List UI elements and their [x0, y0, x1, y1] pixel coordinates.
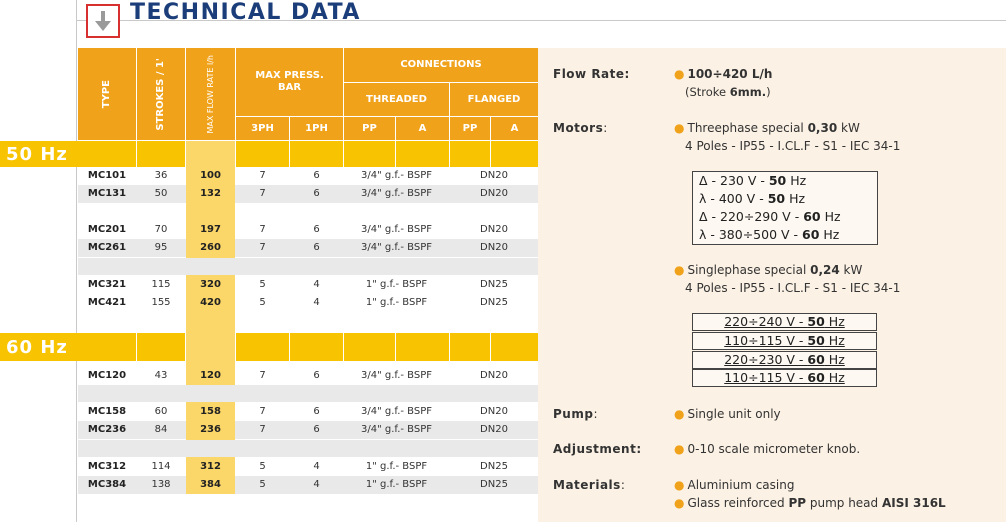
singlephase-voltage-row [692, 351, 877, 369]
pump-value [674, 405, 781, 423]
band-50hz-cell-type [78, 141, 136, 167]
col-header-pp-label: PP [362, 122, 377, 134]
cell-strokes: 114 [151, 461, 171, 472]
col-header-pp [344, 117, 395, 140]
cell-3ph: 7 [259, 424, 266, 435]
flow-rate-label: Flow Rate: [553, 67, 630, 81]
threephase-voltage-row [693, 208, 877, 226]
band-60hz-cell-1ph [290, 333, 343, 361]
table-row [78, 167, 538, 185]
singlephase-voltage-row [692, 369, 877, 387]
cell-1ph: 6 [313, 242, 320, 253]
cell-strokes: 36 [154, 170, 168, 181]
materials-label [553, 478, 625, 492]
col-header-type [78, 48, 136, 140]
col-header-flow [186, 48, 235, 140]
cell-strokes: 84 [154, 424, 168, 435]
voltage-unit: Hz [820, 209, 841, 224]
col-header-a-flanged-label: A [510, 122, 519, 134]
cell-flanged: DN25 [480, 297, 508, 308]
cell-threaded: 3/4" g.f.- BSPF [361, 242, 432, 253]
cell-1ph: 6 [313, 224, 320, 235]
col-header-3ph [236, 117, 289, 140]
bullet-icon: ● [674, 407, 685, 421]
voltage-hz: 60 [807, 352, 825, 367]
motors-threephase [674, 119, 860, 137]
voltage-text: Δ - 230 V - [699, 173, 769, 188]
cell-flow: 236 [186, 421, 235, 439]
cell-flow: 158 [200, 406, 221, 417]
cell-type: MC158 [87, 406, 127, 417]
threephase-unit: kW [837, 121, 860, 135]
bullet-icon: ● [674, 263, 685, 277]
band-50hz: 50 Hz [0, 141, 78, 167]
cell-flow: 312 [200, 461, 221, 472]
cell-type: MC120 [87, 370, 127, 381]
cell-1ph: 6 [313, 424, 320, 435]
table-row [78, 367, 538, 385]
voltage-unit: Hz [786, 173, 807, 188]
threephase-label: Threephase special [687, 121, 808, 135]
cell-threaded: 3/4" g.f.- BSPF [361, 370, 432, 381]
cell-threaded: 1" g.f.- BSPF [365, 479, 428, 490]
cell-flanged: DN20 [480, 224, 508, 235]
materials-casing: Aluminium casing [687, 478, 795, 492]
col-header-pressure [236, 48, 343, 116]
adjustment-label: Adjustment: [553, 442, 642, 456]
voltage-text: 110÷115 V - [724, 333, 808, 348]
col-header-strokes-label: STROKES / 1' [155, 57, 166, 131]
adjustment-value-text: 0-10 scale micrometer knob. [687, 442, 861, 456]
materials-head-mid: pump head [806, 496, 882, 510]
cell-flanged: DN20 [480, 406, 508, 417]
left-border-line [76, 0, 77, 522]
band-60hz-cell-pp2 [450, 333, 490, 361]
table-row [78, 476, 538, 494]
cell-flanged: DN25 [480, 479, 508, 490]
bullet-icon: ● [674, 442, 685, 456]
cell-3ph: 7 [259, 406, 266, 417]
table-row [78, 403, 538, 421]
table-row [78, 239, 538, 257]
cell-threaded: 3/4" g.f.- BSPF [361, 424, 432, 435]
materials-line1 [674, 476, 794, 494]
singlephase-kw: 0,24 [810, 263, 840, 277]
pump-value-text: Single unit only [687, 407, 781, 421]
band-50hz-cell-a2 [491, 141, 538, 167]
cell-threaded: 3/4" g.f.- BSPF [361, 170, 432, 181]
cell-3ph: 7 [259, 370, 266, 381]
cell-flanged: DN20 [480, 370, 508, 381]
cell-1ph: 4 [313, 461, 320, 472]
table-row [78, 221, 538, 239]
cell-type: MC321 [87, 279, 127, 290]
cell-flanged: DN25 [480, 279, 508, 290]
band-50hz-cell-pp2 [450, 141, 490, 167]
col-header-type-label: TYPE [101, 79, 112, 109]
band-60hz-cell-type [78, 333, 136, 361]
download-arrow-icon[interactable] [86, 4, 120, 38]
col-header-strokes [137, 48, 185, 140]
voltage-hz: 50 [807, 314, 825, 329]
cell-1ph: 4 [313, 279, 320, 290]
voltage-hz: 50 [807, 333, 825, 348]
singlephase-label: Singlephase special [687, 263, 811, 277]
voltage-unit: Hz [824, 370, 845, 385]
cell-flanged: DN20 [480, 242, 508, 253]
threephase-voltage-row [693, 172, 877, 190]
materials-head-pre: Glass reinforced [687, 496, 789, 510]
cell-flow: 420 [200, 297, 221, 308]
pump-label-colon: : [593, 407, 598, 421]
bullet-icon: ● [674, 67, 685, 81]
cell-flow: 132 [186, 185, 235, 203]
cell-1ph: 6 [313, 370, 320, 381]
col-header-flanged [450, 83, 538, 116]
cell-3ph: 5 [259, 479, 266, 490]
cell-flow: 100 [200, 170, 221, 181]
table-row-spacer [78, 385, 538, 402]
cell-1ph: 6 [313, 188, 320, 199]
flow-rate-range: 100÷420 L/h [687, 67, 773, 81]
adjustment-value [674, 440, 860, 458]
cell-3ph: 7 [259, 170, 266, 181]
cell-strokes: 138 [151, 479, 171, 490]
table-row [78, 185, 538, 203]
cell-flow: 260 [186, 239, 235, 257]
threephase-details: 4 Poles - IP55 - I.CL.F - S1 - IEC 34-1 [685, 139, 901, 153]
pump-label [553, 407, 598, 421]
motors-label-text: Motors [553, 121, 604, 135]
cell-type: MC236 [87, 424, 127, 435]
band-50hz-cell-a [396, 141, 449, 167]
threephase-voltage-row [693, 226, 877, 244]
bullet-icon: ● [674, 121, 685, 135]
cell-3ph: 7 [259, 188, 266, 199]
table-row [78, 421, 538, 439]
singlephase-details: 4 Poles - IP55 - I.CL.F - S1 - IEC 34-1 [685, 281, 901, 295]
cell-type: MC131 [87, 188, 127, 199]
cell-3ph: 7 [259, 224, 266, 235]
threephase-kw: 0,30 [807, 121, 838, 135]
col-header-1ph [290, 117, 343, 140]
col-header-1ph-label: 1PH [305, 122, 328, 134]
motors-label [553, 121, 608, 135]
voltage-text: λ - 380÷500 V - [699, 227, 803, 242]
flow-rate-note [685, 83, 771, 101]
cell-3ph: 7 [259, 242, 266, 253]
col-header-pressure-label: MAX PRESS. BAR [255, 70, 324, 93]
band-50hz-cell-strokes [137, 141, 185, 167]
pump-label-text: Pump [553, 407, 594, 421]
table-row-spacer [78, 258, 538, 275]
materials-line2 [674, 494, 946, 512]
page-title: TECHNICAL DATA [130, 0, 361, 25]
bullet-icon: ● [674, 478, 685, 492]
threephase-voltage-row [693, 190, 877, 208]
voltage-hz: 60 [803, 209, 821, 224]
voltage-text: λ - 400 V - [699, 191, 768, 206]
col-header-pp-flanged-label: PP [462, 122, 478, 134]
cell-threaded: 3/4" g.f.- BSPF [361, 224, 432, 235]
cell-threaded: 3/4" g.f.- BSPF [361, 188, 432, 199]
table-row [78, 276, 538, 294]
cell-threaded: 1" g.f.- BSPF [365, 461, 428, 472]
voltage-unit: Hz [824, 333, 845, 348]
voltage-hz: 50 [767, 191, 786, 206]
cell-strokes: 60 [154, 406, 168, 417]
col-header-connections-label: CONNECTIONS [400, 59, 482, 70]
voltage-text: 220÷240 V - [724, 314, 808, 329]
voltage-text: Δ - 220÷290 V - [699, 209, 804, 224]
band-60hz-cell-pp [344, 333, 395, 361]
materials-label-colon: : [620, 478, 626, 492]
cell-flow: 320 [200, 279, 221, 290]
band-60hz-cell-3ph [236, 333, 289, 361]
cell-flow: 197 [200, 224, 221, 235]
flow-rate-note-pre: (Stroke [685, 85, 730, 99]
col-header-a-label: A [418, 122, 427, 134]
cell-strokes: 115 [151, 279, 171, 290]
cell-3ph: 5 [259, 461, 266, 472]
singlephase-voltage-row [692, 332, 877, 350]
cell-3ph: 5 [259, 297, 266, 308]
motors-label-colon: : [603, 121, 608, 135]
cell-type: MC421 [87, 297, 127, 308]
col-header-a [396, 117, 449, 140]
cell-type: MC261 [87, 242, 127, 253]
bullet-icon: ● [674, 496, 685, 510]
voltage-text: 220÷230 V - [724, 352, 808, 367]
table-row-spacer [78, 440, 538, 457]
cell-flanged: DN20 [480, 188, 508, 199]
cell-type: MC384 [87, 479, 127, 490]
cell-type: MC101 [87, 170, 127, 181]
cell-threaded: 3/4" g.f.- BSPF [361, 406, 432, 417]
cell-1ph: 4 [313, 297, 320, 308]
materials-head-aisi: AISI 316L [881, 496, 946, 510]
col-header-connections [344, 48, 538, 82]
col-header-threaded [344, 83, 449, 116]
band-60hz: 60 Hz [0, 333, 78, 361]
materials-label-text: Materials [553, 478, 621, 492]
cell-flow: 384 [186, 476, 235, 494]
band-60hz-cell-strokes [137, 333, 185, 361]
flow-rate-note-stroke: 6mm. [729, 85, 767, 99]
cell-flanged: DN20 [480, 170, 508, 181]
table-row [78, 458, 538, 476]
motors-singlephase [674, 261, 862, 279]
col-header-flanged-label: FLANGED [467, 93, 521, 105]
table-row [78, 294, 538, 312]
band-50hz-cell-1ph [290, 141, 343, 167]
band-50hz-cell-3ph [236, 141, 289, 167]
flow-rate-note-post: ) [766, 85, 771, 99]
singlephase-voltage-row [692, 313, 877, 331]
cell-threaded: 1" g.f.- BSPF [365, 297, 428, 308]
voltage-hz: 50 [768, 173, 787, 188]
band-60hz-cell-a2 [491, 333, 538, 361]
voltage-hz: 60 [802, 227, 820, 242]
materials-head-pp: PP [788, 496, 807, 510]
cell-strokes: 155 [151, 297, 171, 308]
threephase-voltage-box [692, 171, 878, 245]
cell-flanged: DN20 [480, 424, 508, 435]
voltage-unit: Hz [824, 314, 845, 329]
col-header-threaded-label: THREADED [366, 93, 427, 105]
cell-flow: 120 [200, 370, 221, 381]
cell-strokes: 50 [154, 188, 168, 199]
cell-type: MC312 [87, 461, 127, 472]
cell-threaded: 1" g.f.- BSPF [365, 279, 428, 290]
singlephase-unit: kW [839, 263, 863, 277]
cell-1ph: 4 [313, 479, 320, 490]
cell-flanged: DN25 [480, 461, 508, 472]
cell-3ph: 5 [259, 279, 266, 290]
voltage-unit: Hz [819, 227, 840, 242]
col-header-3ph-label: 3PH [251, 122, 274, 134]
cell-1ph: 6 [313, 170, 320, 181]
voltage-hz: 60 [807, 370, 825, 385]
cell-1ph: 6 [313, 406, 320, 417]
band-60hz-cell-a [396, 333, 449, 361]
col-header-flow-label: MAX FLOW RATE l/h [205, 54, 215, 134]
col-header-a-flanged [491, 117, 538, 140]
cell-type: MC201 [87, 224, 127, 235]
cell-strokes: 95 [154, 242, 168, 253]
voltage-text: 110÷115 V - [724, 370, 808, 385]
voltage-unit: Hz [824, 352, 845, 367]
col-header-pp-flanged [450, 117, 490, 140]
cell-strokes: 70 [154, 224, 168, 235]
cell-strokes: 43 [154, 370, 168, 381]
flow-rate-value [674, 65, 772, 83]
voltage-unit: Hz [785, 191, 806, 206]
band-50hz-cell-pp [344, 141, 395, 167]
